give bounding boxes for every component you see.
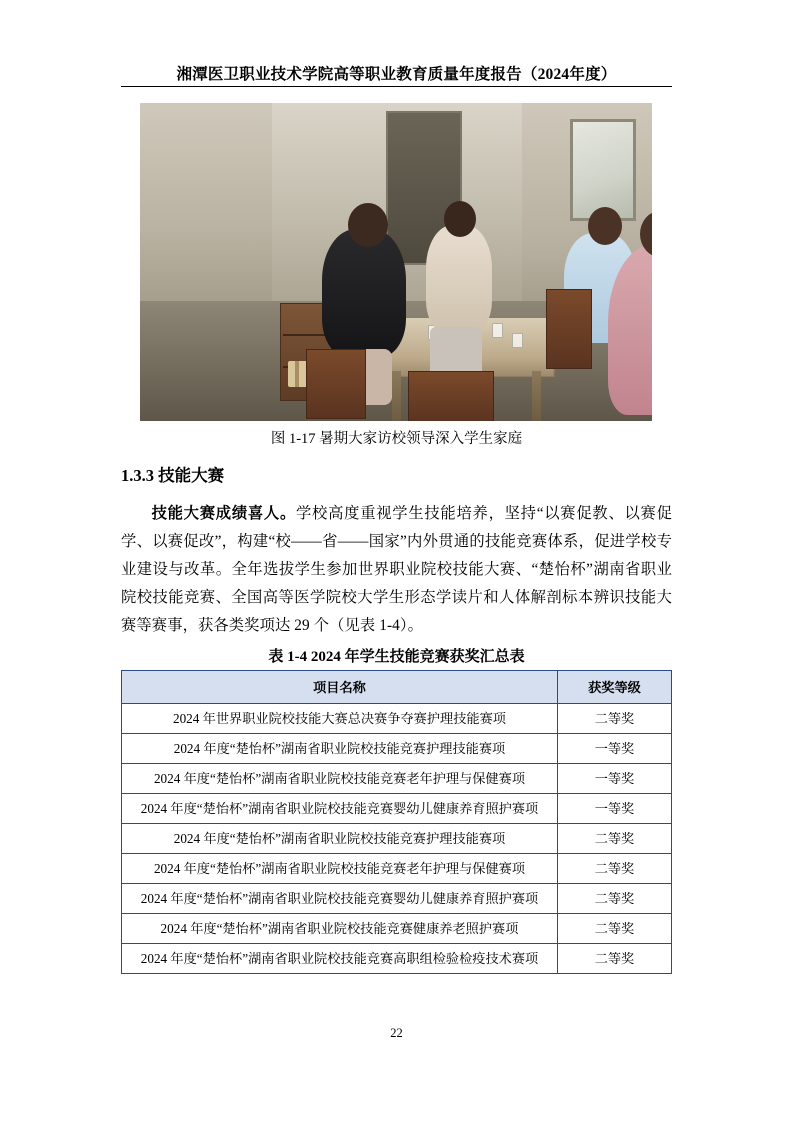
- cell-award-level: 二等奖: [557, 914, 671, 944]
- cell-project-name: 2024 年度“楚怡杯”湖南省职业院校技能竞赛健康养老照护赛项: [122, 914, 558, 944]
- table-row: [122, 944, 672, 974]
- glass: [512, 333, 523, 348]
- column-header-level: 获奖等级: [557, 671, 671, 704]
- table-row: [122, 764, 672, 794]
- cell-award-level: 一等奖: [557, 734, 671, 764]
- glass: [492, 323, 503, 338]
- cell-project-name: 2024 年度“楚怡杯”湖南省职业院校技能竞赛老年护理与保健赛项: [122, 764, 558, 794]
- chair-left: [306, 349, 366, 419]
- wall-left: [140, 103, 272, 318]
- chair-front: [408, 371, 494, 421]
- header-divider: [121, 86, 672, 87]
- table-title: 表 1-4 2024 年学生技能竞赛获奖汇总表: [268, 649, 525, 665]
- cell-project-name: 2024 年世界职业院校技能大赛总决赛争夺赛护理技能赛项: [122, 704, 558, 734]
- person-head: [444, 201, 476, 237]
- person-seated-middle: [426, 225, 492, 333]
- figure-image: [140, 103, 652, 421]
- page-number: 22: [390, 1026, 403, 1040]
- figure-caption: 图 1-17 暑期大家访校领导深入学生家庭: [270, 431, 523, 447]
- table-row: [122, 704, 672, 734]
- window: [570, 119, 636, 221]
- paragraph-lead: 技能大赛成绩喜人。: [151, 505, 297, 522]
- cell-award-level: 二等奖: [557, 854, 671, 884]
- table-row: [122, 854, 672, 884]
- cell-project-name: 2024 年度“楚怡杯”湖南省职业院校技能竞赛护理技能赛项: [122, 824, 558, 854]
- cell-award-level: 二等奖: [557, 704, 671, 734]
- section-paragraph: [121, 500, 672, 640]
- table-head: [122, 671, 672, 704]
- cell-project-name: 2024 年度“楚怡杯”湖南省职业院校技能竞赛婴幼儿健康养育照护赛项: [122, 884, 558, 914]
- cell-project-name: 2024 年度“楚怡杯”湖南省职业院校技能竞赛婴幼儿健康养育照护赛项: [122, 794, 558, 824]
- cell-award-level: 二等奖: [557, 944, 671, 974]
- person-head: [348, 203, 388, 247]
- photo-scene: [140, 103, 652, 421]
- person-seated-left: [322, 229, 406, 357]
- table-row: [122, 794, 672, 824]
- table-body: [122, 704, 672, 974]
- table-row: [122, 884, 672, 914]
- cell-project-name: 2024 年度“楚怡杯”湖南省职业院校技能竞赛高职组检验检疫技术赛项: [122, 944, 558, 974]
- table-row: [122, 734, 672, 764]
- page-header-title: 湘潭医卫职业技术学院高等职业教育质量年度报告（2024年度）: [176, 66, 617, 83]
- cell-award-level: 二等奖: [557, 824, 671, 854]
- section-heading: 1.3.3 技能大赛: [121, 466, 225, 485]
- cell-award-level: 一等奖: [557, 794, 671, 824]
- person-head: [588, 207, 622, 245]
- cell-project-name: 2024 年度“楚怡杯”湖南省职业院校技能竞赛老年护理与保健赛项: [122, 854, 558, 884]
- cell-award-level: 二等奖: [557, 884, 671, 914]
- column-header-name: 项目名称: [122, 671, 558, 704]
- awards-table: [121, 670, 672, 974]
- table-header-row: [122, 671, 672, 704]
- table-row: [122, 824, 672, 854]
- table-leg: [392, 371, 401, 421]
- cell-award-level: 一等奖: [557, 764, 671, 794]
- table-row: [122, 914, 672, 944]
- cell-project-name: 2024 年度“楚怡杯”湖南省职业院校技能竞赛护理技能赛项: [122, 734, 558, 764]
- chair-right: [546, 289, 592, 369]
- paragraph-rest: 学校高度重视学生技能培养，坚持“以赛促教、以赛促学、以赛促改”，构建“校——省——国家”内外贯通的技能竞赛体系，促进学校专业建设与改革。全年选拔学生参加世界职业院校技能大赛、“楚怡杯”湖南省职业院校技能竞赛、全国高等医学院校大学生形态学读片和人体解剖标本辨识技能大赛等赛事，获各类奖项达 29 个（见表 1-4）。: [121, 505, 672, 634]
- table-leg: [532, 371, 541, 421]
